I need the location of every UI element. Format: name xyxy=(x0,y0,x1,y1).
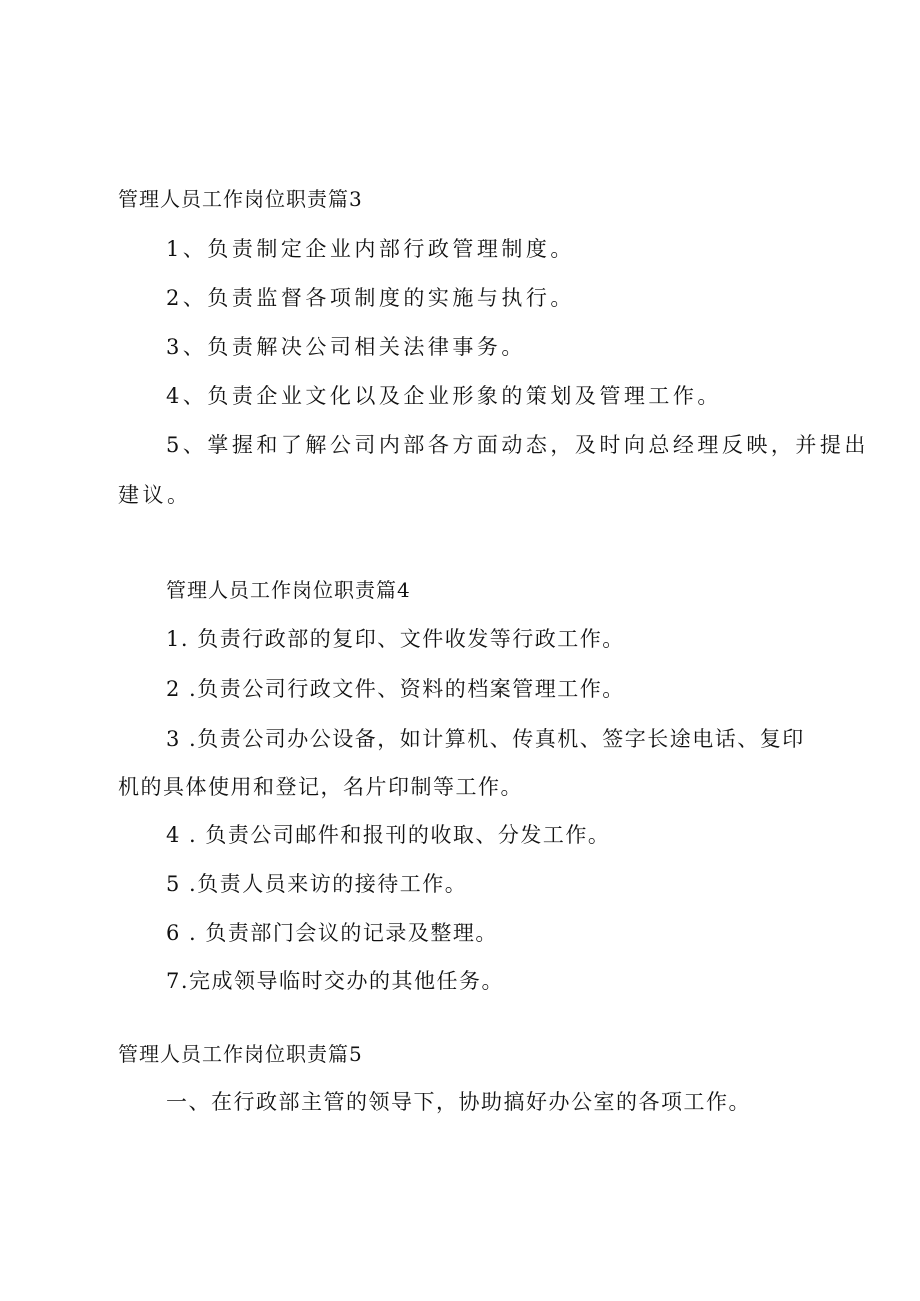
section-4-item-7: 7.完成领导临时交办的其他任务。 xyxy=(166,969,505,993)
section-4-item-3: 3 .负责公司办公设备，如计算机、传真机、签字长途电话、复印 xyxy=(166,727,805,751)
section-4-heading: 管理人员工作岗位职责篇4 xyxy=(166,578,411,602)
section-4-item-2: 2 .负责公司行政文件、资料的档案管理工作。 xyxy=(166,677,625,701)
section-5-item-1: 一、在行政部主管的领导下，协助搞好办公室的各项工作。 xyxy=(166,1090,751,1114)
section-4-item-6: 6 . 负责部门会议的记录及整理。 xyxy=(166,921,498,945)
section-3-heading: 管理人员工作岗位职责篇3 xyxy=(118,187,363,211)
section-3-item-1: 1、负责制定企业内部行政管理制度。 xyxy=(166,237,575,261)
section-3-item-2: 2、负责监督各项制度的实施与执行。 xyxy=(166,286,575,310)
section-3-item-5: 5、掌握和了解公司内部各方面动态，及时向总经理反映，并提出 xyxy=(166,433,869,457)
section-3-item-3: 3、负责解决公司相关法律事务。 xyxy=(166,335,526,359)
section-4-item-1: 1. 负责行政部的复印、文件收发等行政工作。 xyxy=(166,627,625,651)
section-4-item-3-continuation: 机的具体使用和登记，名片印制等工作。 xyxy=(118,775,523,799)
section-4-item-4: 4 . 负责公司邮件和报刊的收取、分发工作。 xyxy=(166,823,611,847)
section-3-item-5-continuation: 建议。 xyxy=(118,483,192,507)
section-4-item-5: 5 .负责人员来访的接待工作。 xyxy=(166,872,468,896)
section-5-heading: 管理人员工作岗位职责篇5 xyxy=(118,1042,363,1066)
section-3-item-4: 4、负责企业文化以及企业形象的策划及管理工作。 xyxy=(166,384,722,408)
